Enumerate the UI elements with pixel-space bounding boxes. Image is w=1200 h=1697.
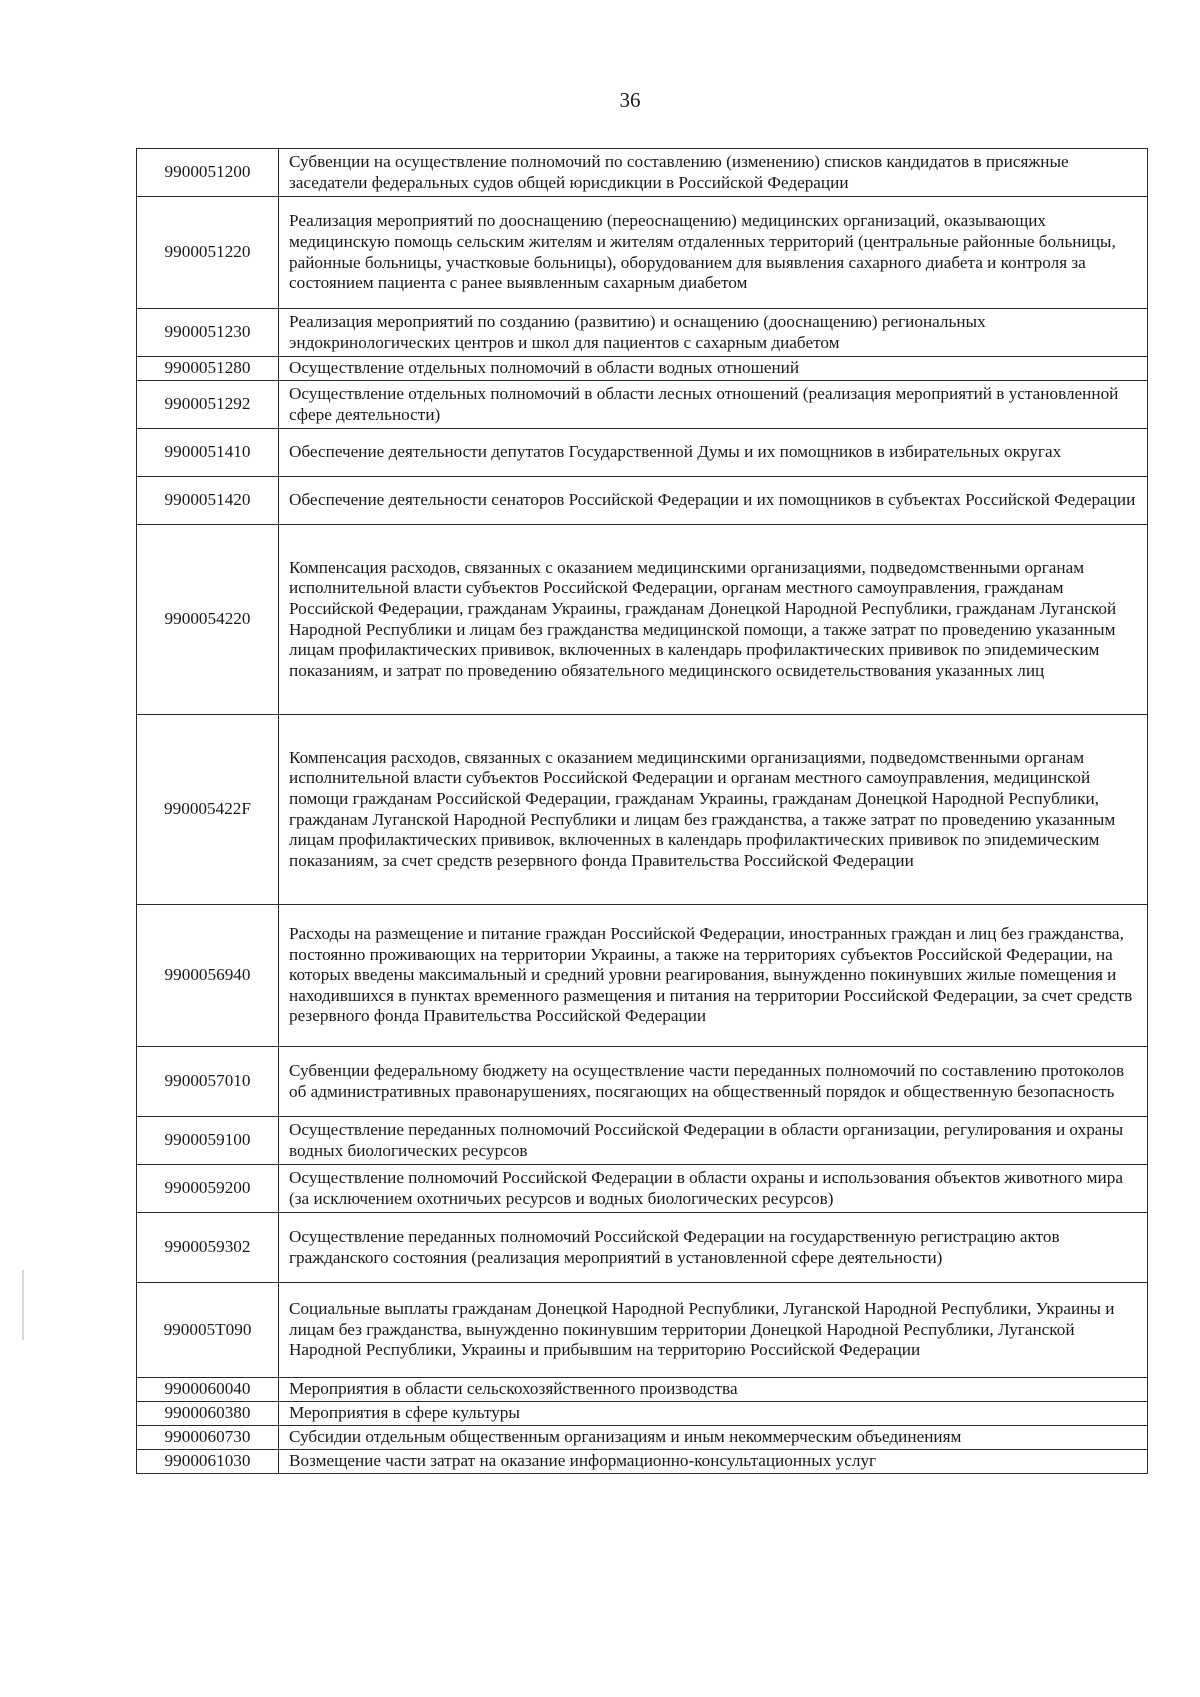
row-description: Осуществление переданных полномочий Российской Федерации в области организации, регулирования и охраны водных биологических ресурсов: [279, 1117, 1148, 1165]
table-row: [137, 357, 1148, 381]
table-row: [137, 149, 1148, 197]
row-description: Мероприятия в области сельскохозяйственного производства: [279, 1378, 1148, 1402]
table-row: [137, 1378, 1148, 1402]
table-row: [137, 525, 1148, 715]
table-row: [137, 1402, 1148, 1426]
row-description: Реализация мероприятий по дооснащению (переоснащению) медицинских организаций, оказывающих медицинскую помощь сельским жителям и жителям отдаленных территорий (центральные районные больницы, районные больницы, участковые больницы), оборудованием для выявления сахарного диабета и контроля за состоянием пациента с ранее выявленным сахарным диабетом: [279, 197, 1148, 309]
row-code: 9900060380: [137, 1402, 279, 1426]
table-body: [137, 149, 1148, 1474]
table-row: [137, 381, 1148, 429]
budget-codes-table: [136, 148, 1148, 1474]
row-description: Возмещение части затрат на оказание информационно-консультационных услуг: [279, 1450, 1148, 1474]
row-description: Субсидии отдельным общественным организациям и иным некоммерческим объединениям: [279, 1426, 1148, 1450]
row-description: Мероприятия в сфере культуры: [279, 1402, 1148, 1426]
row-code: 9900059100: [137, 1117, 279, 1165]
row-code: 9900061030: [137, 1450, 279, 1474]
row-code: 9900056940: [137, 905, 279, 1047]
row-code: 9900051220: [137, 197, 279, 309]
table-row: [137, 477, 1148, 525]
row-description: Обеспечение деятельности депутатов Государственной Думы и их помощников в избирательных округах: [279, 429, 1148, 477]
row-description: Компенсация расходов, связанных с оказанием медицинскими организациями, подведомственными органам исполнительной власти субъектов Российской Федерации и органам местного самоуправления, медицинской помощи гражданам Российской Федерации, гражданам Украины, гражданам Донецкой Народной Республики, гражданам Луганской Народной Республики и лицам без гражданства, а также затрат по проведению указанным лицам профилактических прививок, включенных в календарь профилактических прививок по эпидемическим показаниям, за счет средств резервного фонда Правительства Российской Федерации: [279, 715, 1148, 905]
row-code: 9900060730: [137, 1426, 279, 1450]
table-row: [137, 309, 1148, 357]
row-code: 990005T090: [137, 1283, 279, 1378]
table-row: [137, 1213, 1148, 1283]
table-row: [137, 1450, 1148, 1474]
row-description: Осуществление полномочий Российской Федерации в области охраны и использования объектов животного мира (за исключением охотничьих ресурсов и водных биологических ресурсов): [279, 1165, 1148, 1213]
row-code: 9900051420: [137, 477, 279, 525]
row-description: Социальные выплаты гражданам Донецкой Народной Республики, Луганской Народной Республики, Украины и лицам без гражданства, вынужденно покинувшим территории Донецкой Народной Республики, Луганской Народной Республики, Украины и прибывшим на территорию Российской Федерации: [279, 1283, 1148, 1378]
row-code: 9900051410: [137, 429, 279, 477]
table-row: [137, 905, 1148, 1047]
table-row: [137, 1165, 1148, 1213]
page-number: 36: [619, 88, 641, 112]
row-code: 9900057010: [137, 1047, 279, 1117]
row-code: 9900051280: [137, 357, 279, 381]
row-code: 9900051292: [137, 381, 279, 429]
table-row: [137, 1283, 1148, 1378]
row-code: 9900059200: [137, 1165, 279, 1213]
table-row: [137, 1426, 1148, 1450]
row-code: 9900059302: [137, 1213, 279, 1283]
row-description: Субвенции на осуществление полномочий по составлению (изменению) списков кандидатов в присяжные заседатели федеральных судов общей юрисдикции в Российской Федерации: [279, 149, 1148, 197]
row-description: Субвенции федеральному бюджету на осуществление части переданных полномочий по составлению протоколов об административных правонарушениях, посягающих на общественный порядок и общественную безопасность: [279, 1047, 1148, 1117]
row-description: Компенсация расходов, связанных с оказанием медицинскими организациями, подведомственными органам исполнительной власти субъектов Российской Федерации, органам местного самоуправления, гражданам Российской Федерации, гражданам Украины, гражданам Донецкой Народной Республики, гражданам Луганской Народной Республики и лицам без гражданства медицинской помощи, а также затрат по проведению указанным лицам профилактических прививок, включенных в календарь профилактических прививок по эпидемическим показаниям, и затрат по проведению обязательного медицинского освидетельствования указанных лиц: [279, 525, 1148, 715]
row-description: Осуществление переданных полномочий Российской Федерации на государственную регистрацию актов гражданского состояния (реализация мероприятий в установленной сфере деятельности): [279, 1213, 1148, 1283]
table-row: [137, 197, 1148, 309]
table-row: [137, 1117, 1148, 1165]
row-code: 990005422F: [137, 715, 279, 905]
table-row: [137, 429, 1148, 477]
budget-codes-table-wrapper: [136, 148, 1148, 1474]
row-description: Обеспечение деятельности сенаторов Российской Федерации и их помощников в субъектах Российской Федерации: [279, 477, 1148, 525]
row-description: Осуществление отдельных полномочий в области лесных отношений (реализация мероприятий в установленной сфере деятельности): [279, 381, 1148, 429]
row-description: Расходы на размещение и питание граждан Российской Федерации, иностранных граждан и лиц без гражданства, постоянно проживающих на территории Украины, а также на территориях субъектов Российской Федерации, на которых введены максимальный и средний уровни реагирования, вынужденно покинувших жилые помещения и находившихся в пунктах временного размещения и питания на территории Российской Федерации, за счет средств резервного фонда Правительства Российской Федерации: [279, 905, 1148, 1047]
row-code: 9900051200: [137, 149, 279, 197]
row-description: Реализация мероприятий по созданию (развитию) и оснащению (дооснащению) региональных эндокринологических центров и школ для пациентов с сахарным диабетом: [279, 309, 1148, 357]
row-code: 9900054220: [137, 525, 279, 715]
row-code: 9900060040: [137, 1378, 279, 1402]
row-code: 9900051230: [137, 309, 279, 357]
table-row: [137, 715, 1148, 905]
scan-edge-mark: [22, 1270, 24, 1340]
row-description: Осуществление отдельных полномочий в области водных отношений: [279, 357, 1148, 381]
table-row: [137, 1047, 1148, 1117]
